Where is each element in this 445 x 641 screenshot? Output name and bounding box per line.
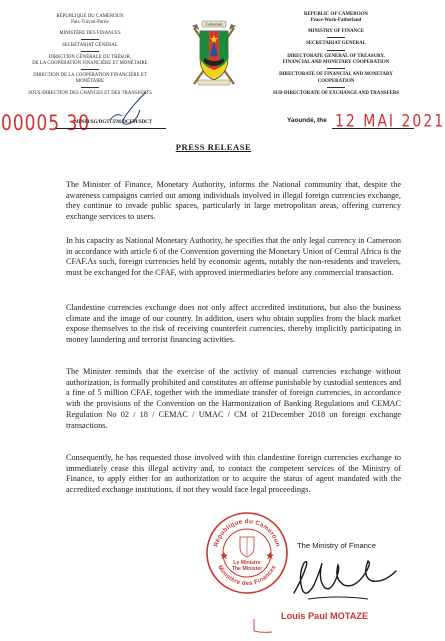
republic-en: REPUBLIC OF CAMEROON [304,12,368,17]
reference-number-stamp: 00005 30 [1,111,91,136]
separator [327,87,345,88]
secretariat-en: SECRETARIAT GENERAL [306,41,366,47]
paragraph: Clandestine currencies exchange does not only affect accredited institutions, but also the business climate and the image of our country. In addition, users who obtain supplies from the black market expose themselves to the risk of receiving counterfeit currencies, thereby implicitly participating in money laundering and terrorist financing activities. [66,303,401,345]
coat-of-arms-icon [188,18,240,90]
ministry-fr: MINISTÈRE DES FINANCES [59,31,121,37]
paragraph: The Minister of Finance, Monetary Authority, informs the National community that, despite the awareness campaigns carried out among individuals involved in illegal foreign currencies exchange, they continue to invade public spaces, particularly in large metropolitan areas, offering currency exchange services to users. [66,180,401,222]
direction-fr-1: DIRECTION GÉNÉRALE DU TRÉSOR, [48,55,132,61]
dir-coop-en-2: COOPERATION [317,78,355,84]
official-seal-icon [204,510,290,596]
signatory-role: The Ministry of Finance [297,541,376,550]
date-stamp: 12 MAI 2021 [335,112,445,132]
ink-mark-icon [250,615,290,637]
separator [327,50,345,51]
dir-coop-en-1: DIRECTORATE OF FINANCIAL AND MONETARY [279,72,393,78]
paragraph: The Minister reminds that the exercise of the activity of manual currencies exchange without authorization, is formally prohibited and constitutes an offense punishable by custodial sentences and a fine of 5 million CFAF, together with the immediate transfer of foreign currencies, in accordance with the provisions of the Convention on the Harmonization of Banking Regulations and CEMAC Regulation No 02 / 18 / CEMAC / UMAC / CM of 21December 2018 on foreign exchange transactions. [66,367,401,430]
paragraph: Consequently, he has requested those involved with this clandestine foreign currencies exchange to immediately cease this illegal activity and, to contact the competent services of the Ministry of Finance, to apply either for an authorization or to acquire the status of agent mandated with the accredited exchange institutions, if not they would face legal proceedings. [66,453,401,495]
handwritten-signature-icon [288,549,400,607]
separator [81,87,99,88]
handwritten-mark-icon [102,90,152,132]
reference-code: MINFI/SG/DGTCFM/DCFM/SDCT [74,120,153,125]
secretariat-fr: SECRÉTARIAT GÉNÉRAL [62,43,118,49]
sub-direction-fr-1: DIRECTION DE LA COOPÉRATION FINANCIÈRE ET [33,73,147,79]
reference-underline [56,128,166,129]
seal-center-1: Le Ministre [233,560,261,566]
header-left-fr [6,14,174,97]
sub-directorate-en: SUB-DIRECTORATE OF EXCHANGE AND TRANSFERS [272,91,400,96]
separator [81,39,99,40]
ministry-en: MINISTRY OF FINANCE [308,28,364,34]
press-release-title: PRESS RELEASE [175,142,252,152]
seal-text-top: République du Cameroun [212,517,282,548]
direction-fr-2: DE LA COOPÉRATION FINANCIÈRE ET MONÉTAIRE [32,61,148,67]
motto-en: Peace-Work-Fatherland [310,18,362,24]
date-underline [332,128,414,129]
separator [81,51,99,52]
separator [81,69,99,70]
date-label: Yaoundé, the [287,117,327,124]
motto-fr: Paix-Travail-Patrie [71,20,109,26]
header-right-en [251,12,421,97]
signatory-name: Louis Paul MOTAZE [281,611,369,621]
arms-banner: Cameroun [205,21,223,27]
document-title [0,137,427,155]
separator [327,68,345,69]
directorate-en-1: DIRECTORATE GENERAL OF TREASURY, [287,53,385,59]
seal-center-2: The Minister [231,566,263,572]
sub-direction-fr-2: MONÉTAIRE [75,79,105,85]
republic-fr: RÉPUBLIQUE DU CAMEROUN [56,14,124,19]
sub-directorate-fr: SOUS-DIRECTION DES CHANGES ET DES TRANSFERTS [28,91,152,97]
paragraph: In his capacity as National Monetary Authority, he specifies that the only legal currency in Cameroon in accordance with article 6 of the Convention governing the Monetary Union of Central Africa is the CFAF.As such, foreign currencies held by economic agents, notably the non-residents and travelers, must be exchanged for the CFAF, with approved intermediaries before any commercial transaction. [66,236,401,278]
seal-text-bottom: Ministère des Finances [216,564,278,588]
directorate-en-2: FINANCIAL AND MONETARY COOPERATION [282,59,390,65]
separator [327,37,345,38]
